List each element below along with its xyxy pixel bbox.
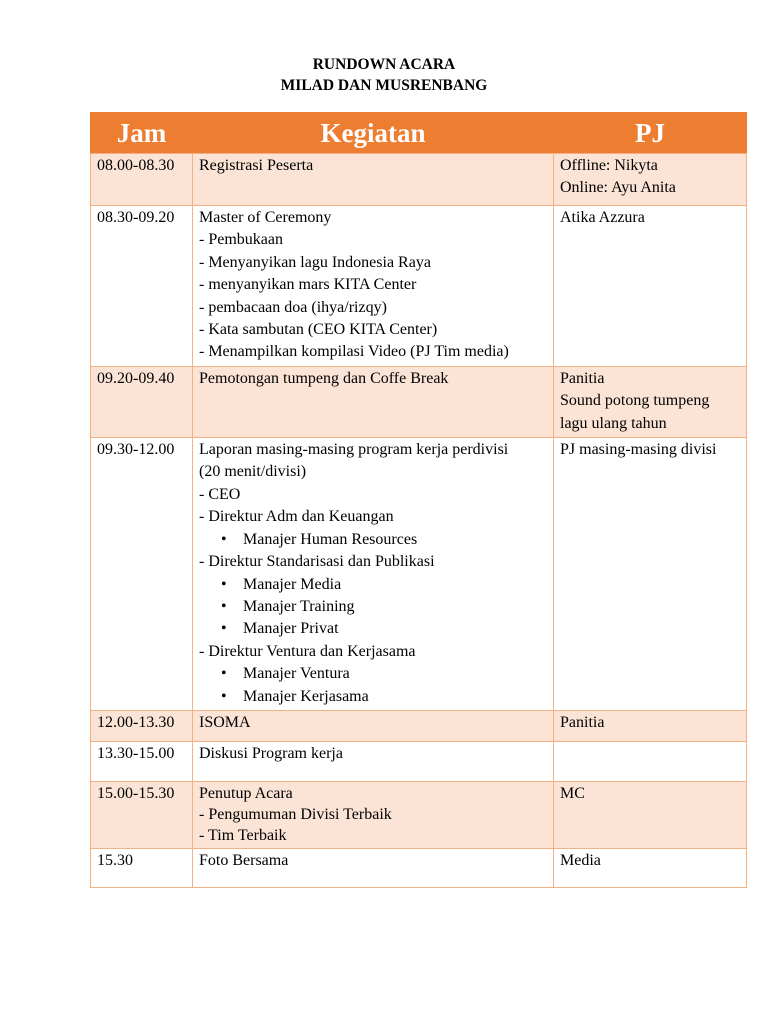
bullet-item	[199, 686, 547, 708]
cell-kegiatan	[193, 848, 554, 887]
bullet-item	[199, 574, 547, 596]
bullet-item	[199, 596, 547, 618]
cell-jam: 08.30-09.20	[91, 206, 193, 367]
table-row	[91, 438, 747, 711]
cell-pj	[554, 848, 747, 887]
table-header-row	[91, 113, 747, 154]
kegiatan-line: - pembacaan doa (ihya/rizqy)	[199, 298, 387, 316]
cell-pj	[554, 366, 747, 437]
kegiatan-line: Master of Ceremony	[199, 209, 332, 226]
kegiatan-line: (20 menit/divisi)	[199, 463, 307, 481]
cell-pj	[554, 206, 747, 367]
cell-kegiatan	[193, 206, 554, 367]
cell-kegiatan	[193, 781, 554, 848]
pj-line: Media	[560, 851, 601, 869]
cell-jam: 09.20-09.40	[91, 366, 193, 437]
pj-line: PJ masing-masing divisi	[560, 441, 717, 459]
cell-pj	[554, 781, 747, 848]
bullet-item	[199, 529, 547, 551]
header-jam: Jam	[91, 113, 193, 154]
title-line-1: RUNDOWN ACARA	[312, 56, 456, 73]
bullet-dot-icon: •	[221, 597, 227, 615]
kegiatan-line: - CEO	[199, 485, 241, 503]
table-row	[91, 154, 747, 206]
bullet-text: Manajer Human Resources	[243, 530, 418, 548]
cell-kegiatan	[193, 710, 554, 741]
cell-pj	[554, 438, 747, 711]
cell-jam: 12.00-13.30	[91, 710, 193, 741]
pj-line: Offline: Nikyta	[560, 157, 658, 174]
bullet-item	[199, 618, 547, 640]
cell-kegiatan	[193, 366, 554, 437]
pj-line: Panitia	[560, 369, 605, 387]
header-kegiatan: Kegiatan	[193, 113, 554, 154]
pj-line: Panitia	[560, 713, 605, 731]
pj-line: Online: Ayu Anita	[560, 179, 676, 197]
bullet-dot-icon: •	[221, 530, 227, 548]
kegiatan-line: - Tim Terbaik	[199, 826, 287, 844]
kegiatan-line: - Direktur Ventura dan Kerjasama	[199, 642, 416, 660]
document-title	[0, 54, 768, 96]
table-row	[91, 781, 747, 848]
bullet-text: Manajer Training	[243, 597, 355, 615]
bullet-dot-icon: •	[221, 687, 227, 705]
kegiatan-line: - Pengumuman Divisi Terbaik	[199, 805, 392, 823]
kegiatan-line: Pemotongan tumpeng dan Coffe Break	[199, 369, 449, 387]
kegiatan-line: - Menyanyikan lagu Indonesia Raya	[199, 253, 431, 271]
kegiatan-line: Registrasi Peserta	[199, 157, 314, 174]
bullet-text: Manajer Kerjasama	[243, 687, 369, 705]
kegiatan-line: Laporan masing-masing program kerja perdivisi	[199, 441, 509, 459]
cell-jam: 09.30-12.00	[91, 438, 193, 711]
bullet-text: Manajer Media	[243, 575, 342, 593]
pj-line: Sound potong tumpeng	[560, 392, 710, 410]
bullet-text: Manajer Privat	[243, 620, 339, 638]
bullet-dot-icon: •	[221, 620, 227, 638]
kegiatan-line: - Direktur Adm dan Keuangan	[199, 508, 394, 526]
table-row	[91, 741, 747, 781]
kegiatan-line: - Kata sambutan (CEO KITA Center)	[199, 321, 438, 339]
kegiatan-line: ISOMA	[199, 713, 251, 731]
kegiatan-line: - Direktur Standarisasi dan Publikasi	[199, 553, 435, 571]
cell-pj	[554, 710, 747, 741]
header-pj: PJ	[554, 113, 747, 154]
cell-kegiatan	[193, 154, 554, 206]
cell-kegiatan	[193, 741, 554, 781]
bullet-text: Manajer Ventura	[243, 665, 350, 683]
cell-jam: 15.00-15.30	[91, 781, 193, 848]
cell-jam: 08.00-08.30	[91, 154, 193, 206]
cell-kegiatan	[193, 438, 554, 711]
kegiatan-line: Penutup Acara	[199, 784, 293, 802]
cell-pj	[554, 154, 747, 206]
table-row	[91, 710, 747, 741]
table-row	[91, 206, 747, 367]
table-row	[91, 848, 747, 887]
cell-jam: 15.30	[91, 848, 193, 887]
rundown-table	[90, 112, 747, 888]
kegiatan-line: - Pembukaan	[199, 231, 283, 249]
cell-pj	[554, 741, 747, 781]
kegiatan-line: - Menampilkan kompilasi Video (PJ Tim media)	[199, 343, 509, 361]
kegiatan-line: - menyanyikan mars KITA Center	[199, 276, 417, 294]
bullet-item	[199, 663, 547, 685]
kegiatan-line: Diskusi Program kerja	[199, 744, 343, 762]
kegiatan-line: Foto Bersama	[199, 851, 289, 869]
pj-line: lagu ulang tahun	[560, 414, 667, 432]
bullet-dot-icon: •	[221, 575, 227, 593]
pj-line: MC	[560, 784, 585, 802]
title-line-2: MILAD DAN MUSRENBANG	[280, 77, 488, 94]
pj-line: Atika Azzura	[560, 209, 645, 226]
bullet-dot-icon: •	[221, 665, 227, 683]
cell-jam: 13.30-15.00	[91, 741, 193, 781]
table-row	[91, 366, 747, 437]
